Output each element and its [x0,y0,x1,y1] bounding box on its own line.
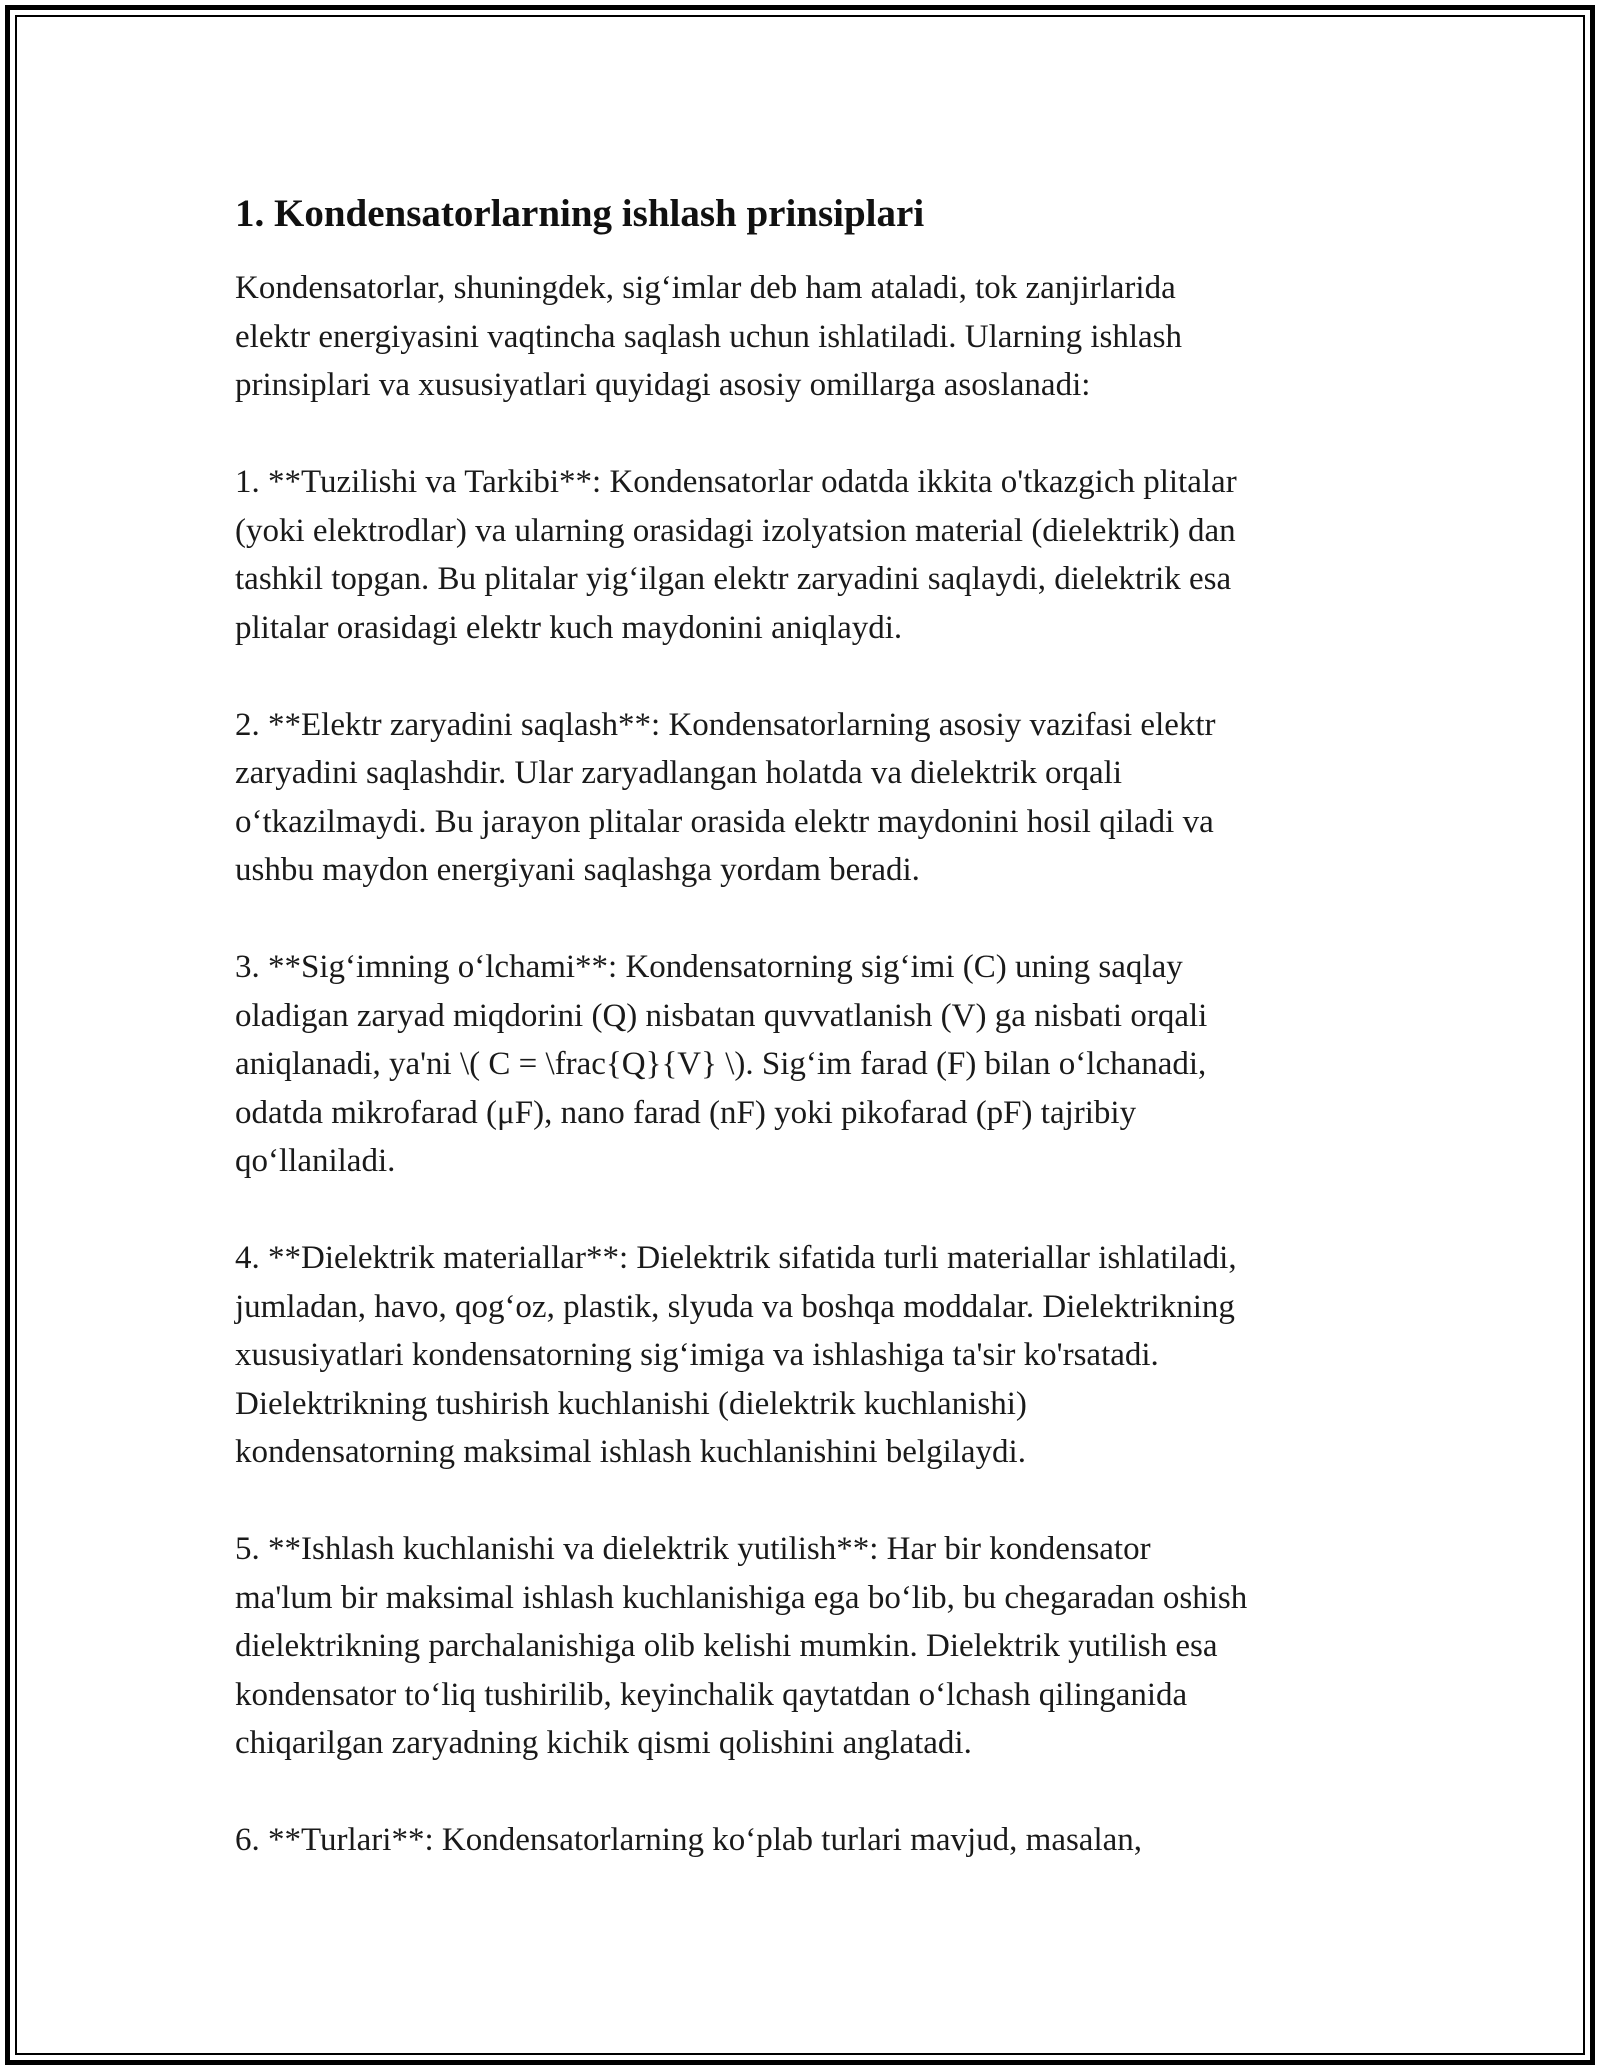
paragraph-line: 4. **Dielektrik materiallar**: Dielektrik sifatida turli materiallar ishlatiladi, [235,1240,1237,1276]
paragraph-line: odatda mikrofarad (μF), nano farad (nF) yoki pikofarad (pF) tajribiy [235,1094,1137,1131]
paragraph-line: 6. **Turlari**: Kondensatorlarning ko‘plab turlari mavjud, masalan, [235,1822,1143,1858]
list-item-capacitance [235,943,1375,1186]
paragraph-line: ushbu maydon energiyani saqlashga yordam beradi. [235,852,920,888]
paragraph-line: Kondensatorlar, shuningdek, sig‘imlar deb ham ataladi, tok zanjirlarida [235,270,1176,306]
document-body [235,190,1375,1913]
paragraph-line: chiqarilgan zaryadning kichik qismi qolishini anglatadi. [235,1725,972,1761]
list-item-structure [235,458,1375,652]
paragraph-line: elektr energiyasini vaqtincha saqlash uchun ishlatiladi. Ularning ishlash [235,318,1182,355]
paragraph-line: plitalar orasidagi elektr kuch maydonini aniqlaydi. [235,609,903,646]
paragraph-line: oladigan zaryad miqdorini (Q) nisbatan quvvatlanish (V) ga nisbati orqali [235,997,1208,1034]
list-item-dielectric-materials [235,1234,1375,1477]
section-heading: 1. Kondensatorlarning ishlash prinsiplari [235,192,925,235]
paragraph-line: aniqlanadi, ya'ni \( C = \frac{Q}{V} \). Sig‘im farad (F) bilan o‘lchanadi, [235,1046,1207,1082]
paragraph-line: (yoki elektrodlar) va ularning orasidagi izolyatsion material (dielektrik) dan [235,512,1236,549]
paragraph-line: 3. **Sig‘imning o‘lchami**: Kondensatorning sig‘imi (C) uning saqlay [235,949,1183,985]
list-item-charge-storage [235,701,1375,895]
paragraph-line: prinsiplari va xususiyatlari quyidagi asosiy omillarga asoslanadi: [235,367,1091,403]
paragraph-line: tashkil topgan. Bu plitalar yig‘ilgan elektr zaryadini saqlaydi, dielektrik esa [235,561,1232,597]
paragraph-line: 5. **Ishlash kuchlanishi va dielektrik yutilish**: Har bir kondensator [235,1531,1151,1567]
paragraph-line: kondensatorning maksimal ishlash kuchlanishini belgilaydi. [235,1434,1026,1470]
paragraph-line: xususiyatlari kondensatorning sig‘imiga va ishlashiga ta'sir ko'rsatadi. [235,1337,1159,1373]
paragraph-line: 2. **Elektr zaryadini saqlash**: Kondensatorlarning asosiy vazifasi elektr [235,706,1216,743]
paragraph-line: kondensator to‘liq tushirilib, keyinchalik qaytatdan o‘lchash qilinganida [235,1676,1188,1713]
paragraph-line: Dielektrikning tushirish kuchlanishi (dielektrik kuchlanishi) [235,1385,1027,1422]
paragraph-line: 1. **Tuzilishi va Tarkibi**: Kondensatorlar odatda ikkita o'tkazgich plitalar [235,464,1237,500]
list-item-working-voltage [235,1525,1375,1768]
paragraph-line: qo‘llaniladi. [235,1143,396,1179]
paragraph-line: jumladan, havo, qog‘oz, plastik, slyuda va boshqa moddalar. Dielektrikning [235,1288,1235,1325]
intro-paragraph [235,264,1375,410]
list-item-types [235,1816,1375,1865]
paragraph-line: o‘tkazilmaydi. Bu jarayon plitalar orasida elektr maydonini hosil qiladi va [235,803,1214,840]
paragraph-line: ma'lum bir maksimal ishlash kuchlanishiga ega bo‘lib, bu chegaradan oshish [235,1579,1248,1616]
paragraph-line: zaryadini saqlashdir. Ular zaryadlangan holatda va dielektrik orqali [235,755,1122,791]
paragraph-line: dielektrikning parchalanishiga olib kelishi mumkin. Dielektrik yutilish esa [235,1628,1218,1664]
